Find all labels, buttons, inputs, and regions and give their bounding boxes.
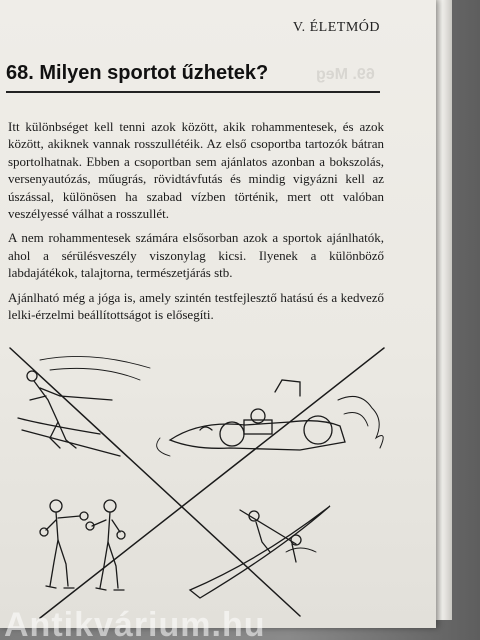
- paragraph-1: Itt különbséget kell tenni azok között, akik rohammentesek, és azok között, akiknek vannak rosszullétéik. Az első csoportba tartozók bátran sportolhatnak. Ebben a csoportban sem ajánlatos azonban a bokszolás, versenyautózás, műugrás, rövidtávfutás és mindig vigyázni kell az úszással, különösen ha szabad vízben történik, mert ott valóban veszélyessé válhat a rosszullét.: [8, 119, 384, 222]
- paragraph-3: Ajánlható még a jóga is, amely szintén testfejlesztő hatású és a kedvező lelki-érzelmi beállítottságot is elősegíti.: [8, 289, 384, 323]
- watermark: Antikvárium.hu: [4, 606, 266, 640]
- title-underline: [6, 91, 380, 93]
- page-edge: [436, 0, 452, 620]
- crossed-out-sports-illustration: [0, 330, 436, 620]
- section-title: 68. Milyen sportot űzhetek?: [6, 62, 269, 84]
- boxers-drawing: [40, 500, 125, 590]
- cross-line-1: [10, 348, 300, 616]
- body-text: [8, 118, 384, 330]
- show-through-text: 69. Meg: [316, 66, 375, 83]
- chapter-header: V. ÉLETMÓD: [292, 20, 380, 35]
- cross-line-2: [40, 348, 384, 618]
- paragraph-2: A nem rohammentesek számára elsősorban azok a sportok ajánlhatók, ahol a sérülésveszély viszonylag kicsi. Ilyenek a különböző labdajátékok, talajtorna, természetjárás stb.: [8, 230, 384, 281]
- canoe-drawing: [190, 506, 330, 598]
- race-car-drawing: [157, 380, 384, 456]
- ski-jumper-drawing: [18, 356, 150, 456]
